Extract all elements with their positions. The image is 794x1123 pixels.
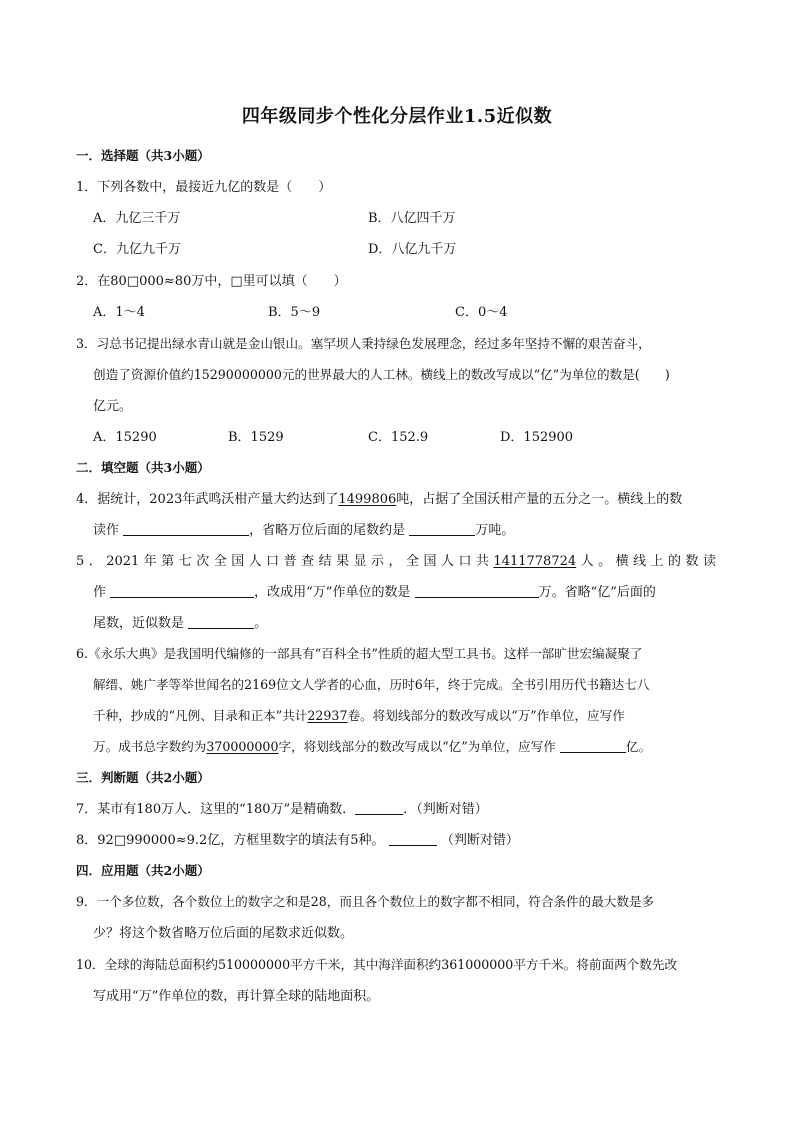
q3-option-d: D．152900 xyxy=(500,430,574,445)
q6-line-1: 6.《永乐大典》是我国明代编修的一部具有“百科全书”性质的超大型工具书。这样一部旷世宏编凝聚了 xyxy=(76,646,643,661)
q5-text-f: 尾数，近似数是 xyxy=(93,616,185,631)
q7-text-a: 7．某市有180万人．这里的“180万”是精确数． xyxy=(76,802,356,817)
section-heading-choice: 一．选择题（共3小题） xyxy=(76,148,210,163)
section-heading-application: 四．应用题（共2小题） xyxy=(76,863,210,878)
q5-line-3 xyxy=(93,612,267,631)
q4-text-c: 读作 xyxy=(93,523,120,538)
q5-text-d: ，改成用“万”作单位的数是 xyxy=(254,585,411,600)
q10-line-2: 写成用“万”作单位的数，再计算全球的陆地面积。 xyxy=(93,989,380,1004)
q4-underlined-number: 1499806 xyxy=(338,492,397,507)
q8-text-a: 8．92□990000≈9.2亿，方框里数字的填法有5种。 xyxy=(76,833,385,848)
q1-option-b: B．八亿四千万 xyxy=(368,211,456,226)
q5-line-1 xyxy=(76,550,716,569)
q5-text-c: 作 xyxy=(93,585,107,600)
q6-text-c: 万。成书总字数约为 xyxy=(93,739,207,754)
q8-line xyxy=(76,829,519,848)
q4-answer-blank-reading[interactable] xyxy=(123,523,249,536)
q9-line-1: 9．一个多位数，各个数位上的数字之和是28，而且各个数位上的数字都不相同，符合条件的最大数是多 xyxy=(76,894,655,909)
q8-text-b: （判断对错） xyxy=(440,833,519,848)
q6-text-a: 千种，抄成的“凡例、目录和正本”共计 xyxy=(93,708,308,723)
q5-text-b: 人。横线上的数读 xyxy=(576,554,716,569)
q9-line-2: 少？将这个数省略万位后面的尾数求近似数。 xyxy=(93,926,354,941)
q4-text-d: ，省略万位后面的尾数约是 xyxy=(249,523,406,538)
q6-text-e: 亿。 xyxy=(625,739,652,754)
q6-underlined-number-1: 22937 xyxy=(307,708,348,723)
q1-stem: 1．下列各数中，最接近九亿的数是（ ） xyxy=(76,180,332,195)
q1-option-d: D．八亿九千万 xyxy=(368,242,457,257)
q7-answer-blank[interactable] xyxy=(355,802,403,815)
q6-line-3 xyxy=(93,705,625,724)
q7-line xyxy=(76,798,488,817)
q3-line-2: 创造了资源价值约15290000000元的世界最大的人工林。横线上的数改写成以“亿”为单位的数是( ) xyxy=(93,367,670,382)
q6-line-4 xyxy=(93,736,651,755)
q2-stem: 2．在80□000≈80万中，□里可以填（ ） xyxy=(76,274,347,289)
q2-option-c: C．0～4 xyxy=(455,305,508,320)
q3-option-a: A．15290 xyxy=(93,430,157,445)
q6-underlined-number-2: 370000000 xyxy=(206,739,279,754)
q1-option-a: A．九亿三千万 xyxy=(93,211,181,226)
q5-text-g: 。 xyxy=(254,616,268,631)
q4-line-1 xyxy=(76,488,682,507)
q7-text-b: ．（判断对错） xyxy=(403,802,488,817)
q8-answer-blank[interactable] xyxy=(389,833,437,846)
section-heading-fill: 二．填空题（共3小题） xyxy=(76,460,210,475)
q10-line-1: 10．全球的海陆总面积约510000000平方千米，其中海洋面积约361000000平方千米。将前面两个数先改 xyxy=(76,957,678,972)
q6-answer-blank-yi[interactable] xyxy=(560,740,626,753)
q6-text-d: 字，将划线部分的数改写成以“亿”为单位，应写作 xyxy=(278,739,556,754)
q4-text-a: 4．据统计，2023年武鸣沃柑产量大约达到了 xyxy=(76,492,339,507)
q5-text-e: 万。省略“亿”后面的 xyxy=(538,585,656,600)
q5-answer-blank-wan[interactable] xyxy=(415,585,539,598)
q3-line-3: 亿元。 xyxy=(93,399,133,414)
section-heading-judge: 三．判断题（共2小题） xyxy=(76,770,210,785)
q2-option-a: A．1～4 xyxy=(93,305,145,320)
q3-line-1: 3．习总书记提出绿水青山就是金山银山。塞罕坝人秉持绿色发展理念，经过多年坚持不懈的艰苦奋斗， xyxy=(76,336,651,351)
q5-underlined-number: 1411778724 xyxy=(493,554,577,569)
q3-option-c: C．152.9 xyxy=(368,430,429,445)
q4-text-e: 万吨。 xyxy=(475,523,515,538)
q2-option-b: B．5～9 xyxy=(268,305,321,320)
q1-option-c: C．九亿九千万 xyxy=(93,242,181,257)
q5-line-2 xyxy=(93,581,656,600)
q6-text-b: 卷。将划线部分的数改写成以“万”作单位，应写作 xyxy=(347,708,625,723)
q3-option-b: B．1529 xyxy=(228,430,284,445)
q5-text-a: 5．2021年第七次全国人口普查结果显示，全国人口共 xyxy=(76,554,494,569)
q4-answer-blank-approx[interactable] xyxy=(409,523,475,536)
q4-line-2 xyxy=(93,519,514,538)
q6-line-2: 解缙、姚广孝等举世闻名的2169位文人学者的心血，历时6年，终于完成。全书引用历代书籍达七八 xyxy=(93,677,650,692)
page-title: 四年级同步个性化分层作业1.5近似数 xyxy=(241,106,553,127)
q5-answer-blank-yi[interactable] xyxy=(188,616,254,629)
q4-text-b: 吨，占据了全国沃柑产量的五分之一。横线上的数 xyxy=(396,492,683,507)
q5-answer-blank-reading[interactable] xyxy=(110,585,254,598)
